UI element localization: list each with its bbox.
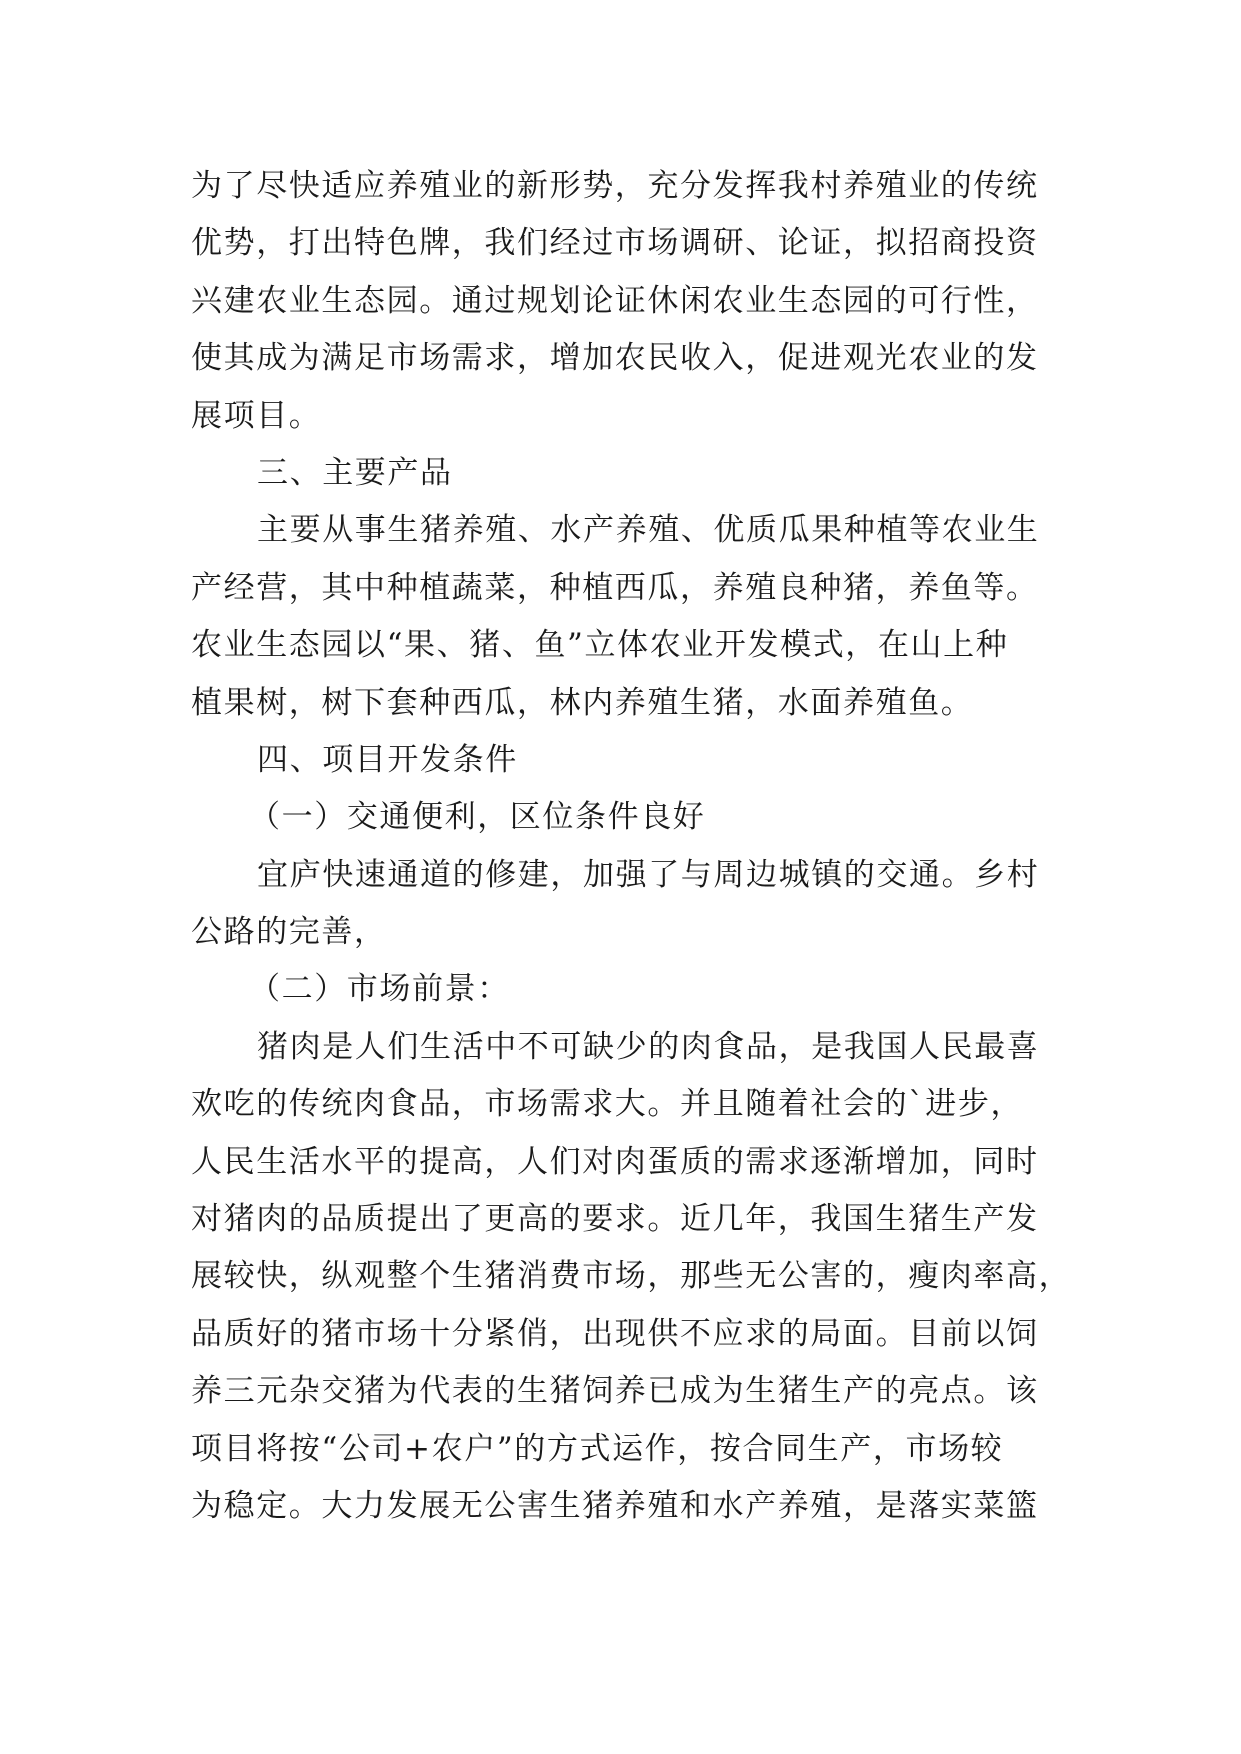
- text-line: 宜庐快速通道的修建，加强了与周边城镇的交通。乡村: [257, 856, 1040, 893]
- section-heading-main-products: 三、主要产品: [257, 454, 453, 491]
- text-line: 为了尽快适应养殖业的新形势，充分发挥我村养殖业的传统: [191, 168, 1039, 204]
- subsection-heading-market-outlook: （二）市场前景：: [249, 971, 510, 1008]
- text-line: 人民生活水平的提高，人们对肉蛋质的需求逐渐增加，同时: [191, 1143, 1039, 1180]
- text-line: 展较快，纵观整个生猪消费市场，那些无公害的，瘦肉率高，: [191, 1258, 1072, 1295]
- text-line: 为稳定。大力发展无公害生猪养殖和水产养殖，是落实菜篮: [191, 1487, 1039, 1524]
- text-line: 项目将按“公司+农户”的方式运作，按合同生产，市场较: [191, 1430, 1004, 1467]
- text-line: 养三元杂交猪为代表的生猪饲养已成为生猪生产的亮点。该: [191, 1373, 1039, 1410]
- text-line: 农业生态园以“果、猪、鱼”立体农业开发模式，在山上种: [191, 627, 1009, 664]
- text-line: 展项目。: [191, 397, 322, 434]
- text-line: 对猪肉的品质提出了更高的要求。近几年，我国生猪生产发: [191, 1201, 1039, 1238]
- text-line: 主要从事生猪养殖、水产养殖、优质瓜果种植等农业生: [257, 512, 1040, 549]
- text-line: 使其成为满足市场需求，增加农民收入，促进观光农业的发: [191, 340, 1039, 377]
- text-line: 欢吃的传统肉食品，市场需求大。并且随着社会的`进步，: [191, 1086, 1024, 1123]
- section-heading-development-conditions: 四、项目开发条件: [257, 741, 518, 778]
- text-line: 产经营，其中种植蔬菜，种植西瓜，养殖良种猪，养鱼等。: [191, 569, 1039, 606]
- text-line: 公路的完善，: [191, 914, 387, 951]
- document-body: [191, 158, 1072, 1535]
- subsection-heading-transport: （一）交通便利，区位条件良好: [249, 799, 706, 836]
- text-line: 植果树，树下套种西瓜，林内养殖生猪，水面养殖鱼。: [191, 684, 974, 721]
- text-line: 猪肉是人们生活中不可缺少的肉食品，是我国人民最喜: [257, 1028, 1040, 1065]
- text-line: 兴建农业生态园。通过规划论证休闲农业生态园的可行性，: [191, 282, 1039, 319]
- text-line: 优势，打出特色牌，我们经过市场调研、论证，拟招商投资: [191, 225, 1039, 262]
- text-line: 品质好的猪市场十分紧俏，出现供不应求的局面。目前以饲: [191, 1315, 1039, 1352]
